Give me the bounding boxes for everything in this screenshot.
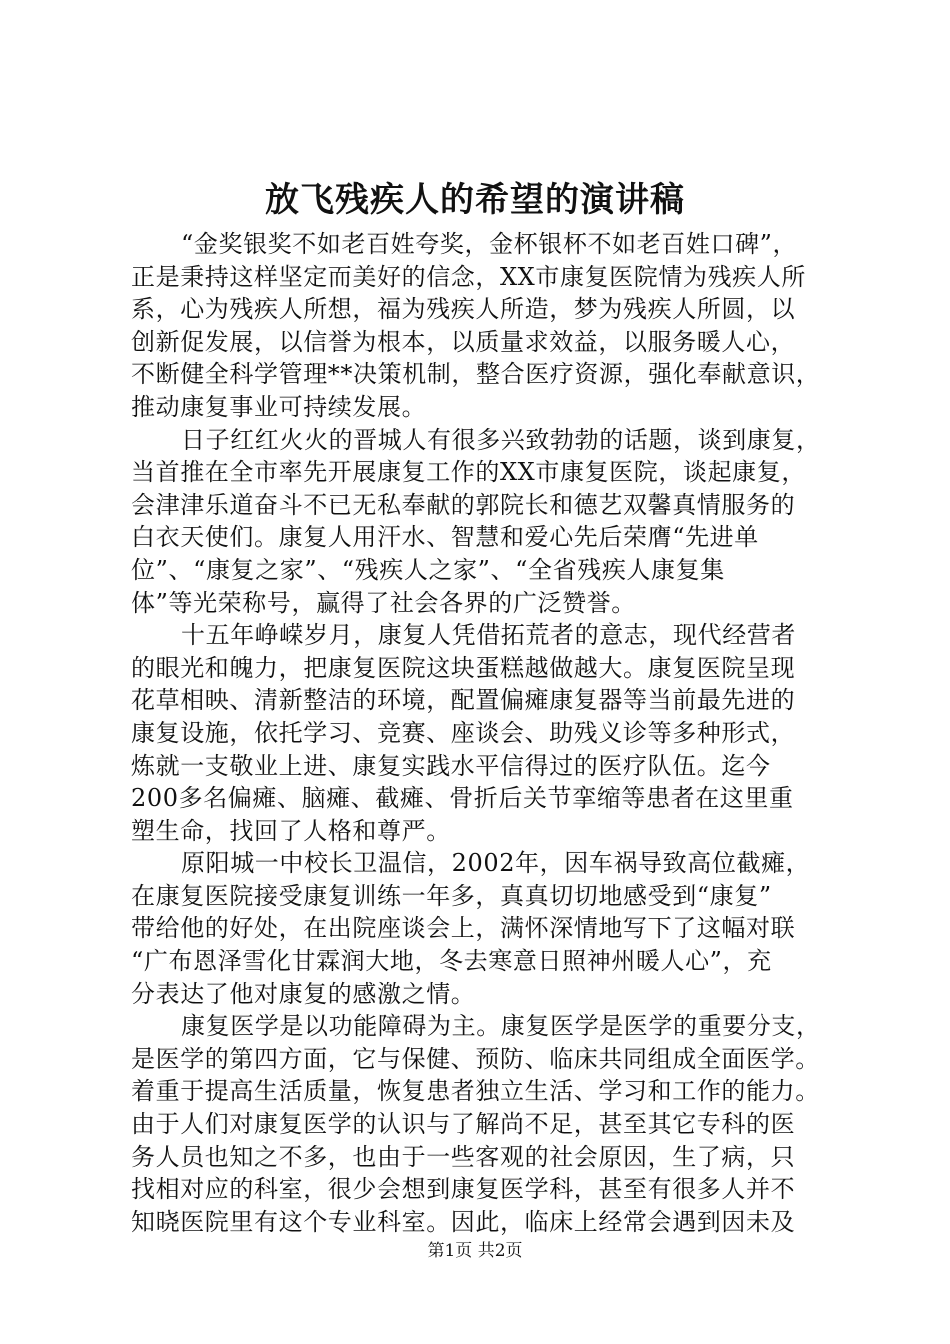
text-line: 务人员也知之不多，也由于一些客观的社会原因，生了病，只 bbox=[131, 1142, 796, 1171]
text-line: 会津津乐道奋斗不已无私奉献的郭院长和德艺双馨真情服务的 bbox=[131, 490, 796, 519]
text-line: 是医学的第四方面，它与保健、预防、临床共同组成全面医学。 bbox=[131, 1044, 820, 1073]
text-line: 不断健全科学管理**决策机制，整合医疗资源，强化奉献意识， bbox=[131, 360, 821, 389]
text-line: 康复医学是以功能障碍为主。康复医学是医学的重要分支， bbox=[181, 1012, 821, 1041]
text-line: 带给他的好处，在出院座谈会上，满怀深情地写下了这幅对联 bbox=[131, 914, 796, 943]
text-line: 原阳城一中校长卫温信，2002年，因车祸导致高位截瘫， bbox=[181, 849, 811, 878]
document-title: 放飞残疾人的希望的演讲稿 bbox=[265, 180, 685, 220]
text-line: 推动康复事业可持续发展。 bbox=[131, 392, 427, 421]
text-line: 由于人们对康复医学的认识与了解尚不足，甚至其它专科的医 bbox=[131, 1110, 796, 1139]
paragraph-3 bbox=[131, 619, 851, 847]
page-footer: 第1页 共2页 bbox=[427, 1241, 523, 1261]
paragraph-5 bbox=[131, 1010, 851, 1238]
text-line: 日子红红火火的晋城人有很多兴致勃勃的话题，谈到康复， bbox=[181, 425, 821, 454]
text-line: 正是秉持这样坚定而美好的信念，XX市康复医院情为残疾人所 bbox=[131, 262, 806, 291]
paragraph-2 bbox=[131, 424, 851, 620]
text-line: 十五年峥嵘岁月，康复人凭借拓荒者的意志，现代经营者 bbox=[181, 621, 796, 650]
text-line: 炼就一支敬业上进、康复实践水平信得过的医疗队伍。迄今 bbox=[131, 751, 771, 780]
text-line: 分表达了他对康复的感激之情。 bbox=[131, 979, 476, 1008]
paragraph-4 bbox=[131, 847, 851, 1010]
text-line: 体”等光荣称号，赢得了社会各界的广泛赞誉。 bbox=[131, 588, 636, 617]
text-line: 200多名偏瘫、脑瘫、截瘫、骨折后关节挛缩等患者在这里重 bbox=[131, 784, 794, 813]
paragraph-1 bbox=[131, 228, 851, 424]
text-line: “金奖银奖不如老百姓夸奖，金杯银杯不如老百姓口碑”， bbox=[181, 230, 798, 258]
text-line: “广布恩泽雪化甘霖润大地，冬去寒意日照神州暖人心”，充 bbox=[131, 947, 772, 976]
text-line: 白衣天使们。康复人用汗水、智慧和爱心先后荣膺“先进单 bbox=[131, 523, 759, 552]
text-line: 系，心为残疾人所想，福为残疾人所造，梦为残疾人所圆，以 bbox=[131, 295, 796, 324]
text-line: 在康复医院接受康复训练一年多，真真切切地感受到“康复” bbox=[131, 881, 772, 910]
text-line: 着重于提高生活质量，恢复患者独立生活、学习和工作的能力。 bbox=[131, 1077, 820, 1106]
text-line: 找相对应的科室，很少会想到康复医学科，甚至有很多人并不 bbox=[131, 1175, 796, 1204]
text-line: 创新促发展，以信誉为根本，以质量求效益，以服务暖人心， bbox=[131, 327, 796, 356]
text-line: 位”、“康复之家”、“残疾人之家”、“全省残疾人康复集 bbox=[131, 555, 725, 584]
text-line: 当首推在全市率先开展康复工作的XX市康复医院，谈起康复， bbox=[131, 458, 806, 487]
text-line: 塑生命，找回了人格和尊严。 bbox=[131, 816, 451, 845]
text-line: 花草相映、清新整洁的环境，配置偏瘫康复器等当前最先进的 bbox=[131, 686, 796, 715]
text-line: 的眼光和魄力，把康复医院这块蛋糕越做越大。康复医院呈现 bbox=[131, 653, 796, 682]
text-line: 康复设施，依托学习、竞赛、座谈会、助残义诊等多种形式， bbox=[131, 718, 796, 747]
document-body bbox=[131, 228, 851, 1238]
text-line: 知晓医院里有这个专业科室。因此，临床上经常会遇到因未及 bbox=[131, 1207, 796, 1236]
